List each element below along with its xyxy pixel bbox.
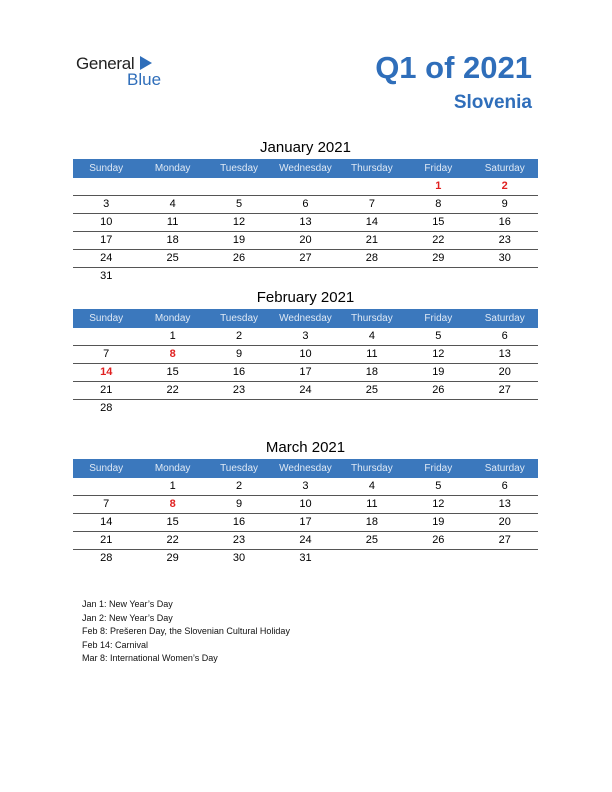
day-cell: 19 <box>232 234 246 246</box>
day-cell: 22 <box>166 384 179 396</box>
logo-general-text: General <box>76 54 135 73</box>
day-cell: 23 <box>498 234 511 246</box>
day-cell: 15 <box>166 366 179 378</box>
brand-logo <box>76 52 176 92</box>
day-cell: 25 <box>365 534 379 546</box>
day-cell: 24 <box>100 252 113 264</box>
day-cell: 28 <box>100 402 113 414</box>
holiday-list <box>82 598 290 666</box>
weekday-label: Tuesday <box>220 313 259 324</box>
weekday-label: Friday <box>424 163 453 174</box>
day-cell: 16 <box>232 516 246 528</box>
day-cell: 21 <box>365 234 379 246</box>
day-cell: 11 <box>366 498 378 510</box>
day-cell: 20 <box>498 516 511 528</box>
weekday-header <box>73 309 538 328</box>
weekday-label: Sunday <box>89 313 124 324</box>
day-cell: 11 <box>366 348 378 360</box>
month-title: January 2021 <box>260 139 351 156</box>
weekday-label: Friday <box>424 313 453 324</box>
day-cell: 21 <box>100 384 113 396</box>
day-cell: 20 <box>498 366 511 378</box>
logo-triangle-icon <box>140 56 152 70</box>
week-row <box>73 250 538 268</box>
day-cell: 30 <box>232 552 246 564</box>
day-cell: 21 <box>100 534 113 546</box>
day-cell <box>73 328 139 345</box>
day-cell <box>73 478 139 495</box>
day-cell: 1 <box>169 330 176 342</box>
week-row <box>73 532 538 550</box>
day-cell: 8 <box>435 198 442 210</box>
day-cell: 29 <box>432 252 445 264</box>
weekday-label: Wednesday <box>279 163 332 174</box>
day-cell: 28 <box>100 552 113 564</box>
day-cell: 18 <box>166 234 179 246</box>
page-title: Q1 of 2021 <box>375 50 532 85</box>
day-cell: 27 <box>498 384 511 396</box>
day-cell: 28 <box>365 252 379 264</box>
holiday-item: Jan 2: New Year’s Day <box>82 612 173 623</box>
day-cell <box>472 268 538 285</box>
day-cell <box>472 400 538 417</box>
week-row <box>73 400 538 417</box>
day-cell: 26 <box>432 534 445 546</box>
month-title: February 2021 <box>256 289 355 306</box>
day-cell: 12 <box>432 348 445 360</box>
day-cell: 4 <box>169 198 176 210</box>
weekday-label: Monday <box>154 463 191 474</box>
weekday-label: Thursday <box>351 463 393 474</box>
day-cell: 14 <box>365 216 379 228</box>
day-cell: 3 <box>302 480 309 492</box>
day-cell: 7 <box>103 348 110 360</box>
day-cell: 2 <box>501 180 508 192</box>
weekday-label: Saturday <box>484 463 525 474</box>
day-cell: 1 <box>169 480 176 492</box>
day-cell: 10 <box>299 348 312 360</box>
weekday-header <box>73 159 538 178</box>
day-cell <box>272 400 338 417</box>
month-march <box>73 437 538 567</box>
day-cell: 22 <box>166 534 179 546</box>
weekday-label: Saturday <box>484 313 525 324</box>
week-row <box>73 364 538 382</box>
day-cell <box>272 268 338 285</box>
day-cell: 24 <box>299 534 312 546</box>
week-row <box>73 178 538 196</box>
day-cell: 26 <box>232 252 246 264</box>
country-title: Slovenia <box>453 92 532 113</box>
weekday-label: Thursday <box>351 313 393 324</box>
day-cell: 3 <box>302 330 309 342</box>
holiday-item: Feb 8: Prešeren Day, the Slovenian Cultural Holiday <box>82 626 290 636</box>
week-row <box>73 328 538 346</box>
day-cell: 9 <box>501 198 508 210</box>
day-cell: 6 <box>501 480 508 492</box>
day-cell: 7 <box>103 498 110 510</box>
weekday-label: Saturday <box>484 163 525 174</box>
day-cell: 18 <box>365 516 379 528</box>
day-cell <box>139 400 205 417</box>
day-cell: 16 <box>232 366 246 378</box>
day-cell: 9 <box>235 498 243 510</box>
day-cell <box>272 178 338 195</box>
day-cell <box>405 268 471 285</box>
month-title: March 2021 <box>265 439 346 456</box>
day-cell <box>206 178 272 195</box>
day-cell: 31 <box>299 552 312 564</box>
day-cell <box>339 268 405 285</box>
day-cell: 27 <box>299 252 312 264</box>
day-cell: 23 <box>232 534 246 546</box>
day-cell: 22 <box>432 234 445 246</box>
day-cell <box>405 400 471 417</box>
week-row <box>73 550 538 567</box>
weekday-label: Sunday <box>89 463 124 474</box>
weekday-label: Tuesday <box>220 463 259 474</box>
day-cell: 5 <box>435 480 442 492</box>
day-cell: 7 <box>368 198 375 210</box>
day-cell: 17 <box>100 234 113 246</box>
day-cell: 5 <box>435 330 442 342</box>
day-cell <box>206 400 272 417</box>
day-cell: 29 <box>166 552 179 564</box>
week-row <box>73 196 538 214</box>
day-cell: 9 <box>235 348 243 360</box>
day-cell <box>339 178 405 195</box>
day-cell: 5 <box>235 198 243 210</box>
day-cell: 4 <box>368 330 375 342</box>
day-cell: 10 <box>299 498 312 510</box>
week-row <box>73 268 538 285</box>
weekday-label: Friday <box>424 463 453 474</box>
logo-blue-text: Blue <box>127 70 162 89</box>
week-row <box>73 514 538 532</box>
weekday-label: Tuesday <box>220 163 259 174</box>
holiday-item: Jan 1: New Year’s Day <box>82 599 173 609</box>
weekday-label: Wednesday <box>279 463 332 474</box>
day-cell: 2 <box>235 480 243 492</box>
day-cell <box>405 550 471 567</box>
weekday-label: Thursday <box>351 163 393 174</box>
day-cell: 12 <box>232 216 246 228</box>
weekday-label: Sunday <box>89 163 124 174</box>
day-cell: 8 <box>169 498 176 510</box>
day-cell: 15 <box>166 516 179 528</box>
day-cell: 31 <box>100 270 113 282</box>
day-cell: 8 <box>169 348 176 360</box>
week-row <box>73 214 538 232</box>
holiday-item: Mar 8: International Women’s Day <box>82 653 218 663</box>
holiday-item: Feb 14: Carnival <box>82 639 149 650</box>
month-january <box>73 137 538 285</box>
week-row <box>73 382 538 400</box>
week-row <box>73 478 538 496</box>
day-cell: 25 <box>365 384 379 396</box>
day-cell: 14 <box>100 516 113 528</box>
weekday-header <box>73 459 538 478</box>
day-cell: 1 <box>435 180 442 192</box>
day-cell: 27 <box>498 534 511 546</box>
day-cell: 14 <box>100 366 113 378</box>
day-cell: 3 <box>103 198 110 210</box>
day-cell: 6 <box>501 330 508 342</box>
day-cell: 12 <box>432 498 445 510</box>
month-february <box>73 287 538 417</box>
day-cell: 6 <box>302 198 309 210</box>
day-cell: 13 <box>498 348 511 360</box>
day-cell <box>139 178 205 195</box>
day-cell: 24 <box>299 384 312 396</box>
day-cell: 23 <box>232 384 246 396</box>
day-cell <box>206 268 272 285</box>
day-cell: 16 <box>498 216 511 228</box>
day-cell: 25 <box>166 252 179 264</box>
day-cell: 10 <box>100 216 113 228</box>
week-row <box>73 496 538 514</box>
day-cell: 19 <box>432 366 445 378</box>
day-cell: 18 <box>365 366 379 378</box>
day-cell: 19 <box>432 516 445 528</box>
day-cell <box>339 550 405 567</box>
day-cell <box>339 400 405 417</box>
day-cell: 13 <box>299 216 312 228</box>
day-cell <box>73 178 139 195</box>
day-cell: 20 <box>299 234 312 246</box>
day-cell <box>472 550 538 567</box>
weekday-label: Wednesday <box>279 313 332 324</box>
day-cell: 15 <box>432 216 445 228</box>
week-row <box>73 232 538 250</box>
day-cell: 26 <box>432 384 445 396</box>
day-cell: 30 <box>498 252 511 264</box>
week-row <box>73 346 538 364</box>
day-cell <box>139 268 205 285</box>
day-cell: 17 <box>299 516 312 528</box>
day-cell: 13 <box>498 498 511 510</box>
day-cell: 2 <box>235 330 243 342</box>
day-cell: 17 <box>299 366 312 378</box>
day-cell: 11 <box>166 216 179 228</box>
day-cell: 4 <box>368 480 375 492</box>
weekday-label: Monday <box>154 163 191 174</box>
weekday-label: Monday <box>154 313 191 324</box>
